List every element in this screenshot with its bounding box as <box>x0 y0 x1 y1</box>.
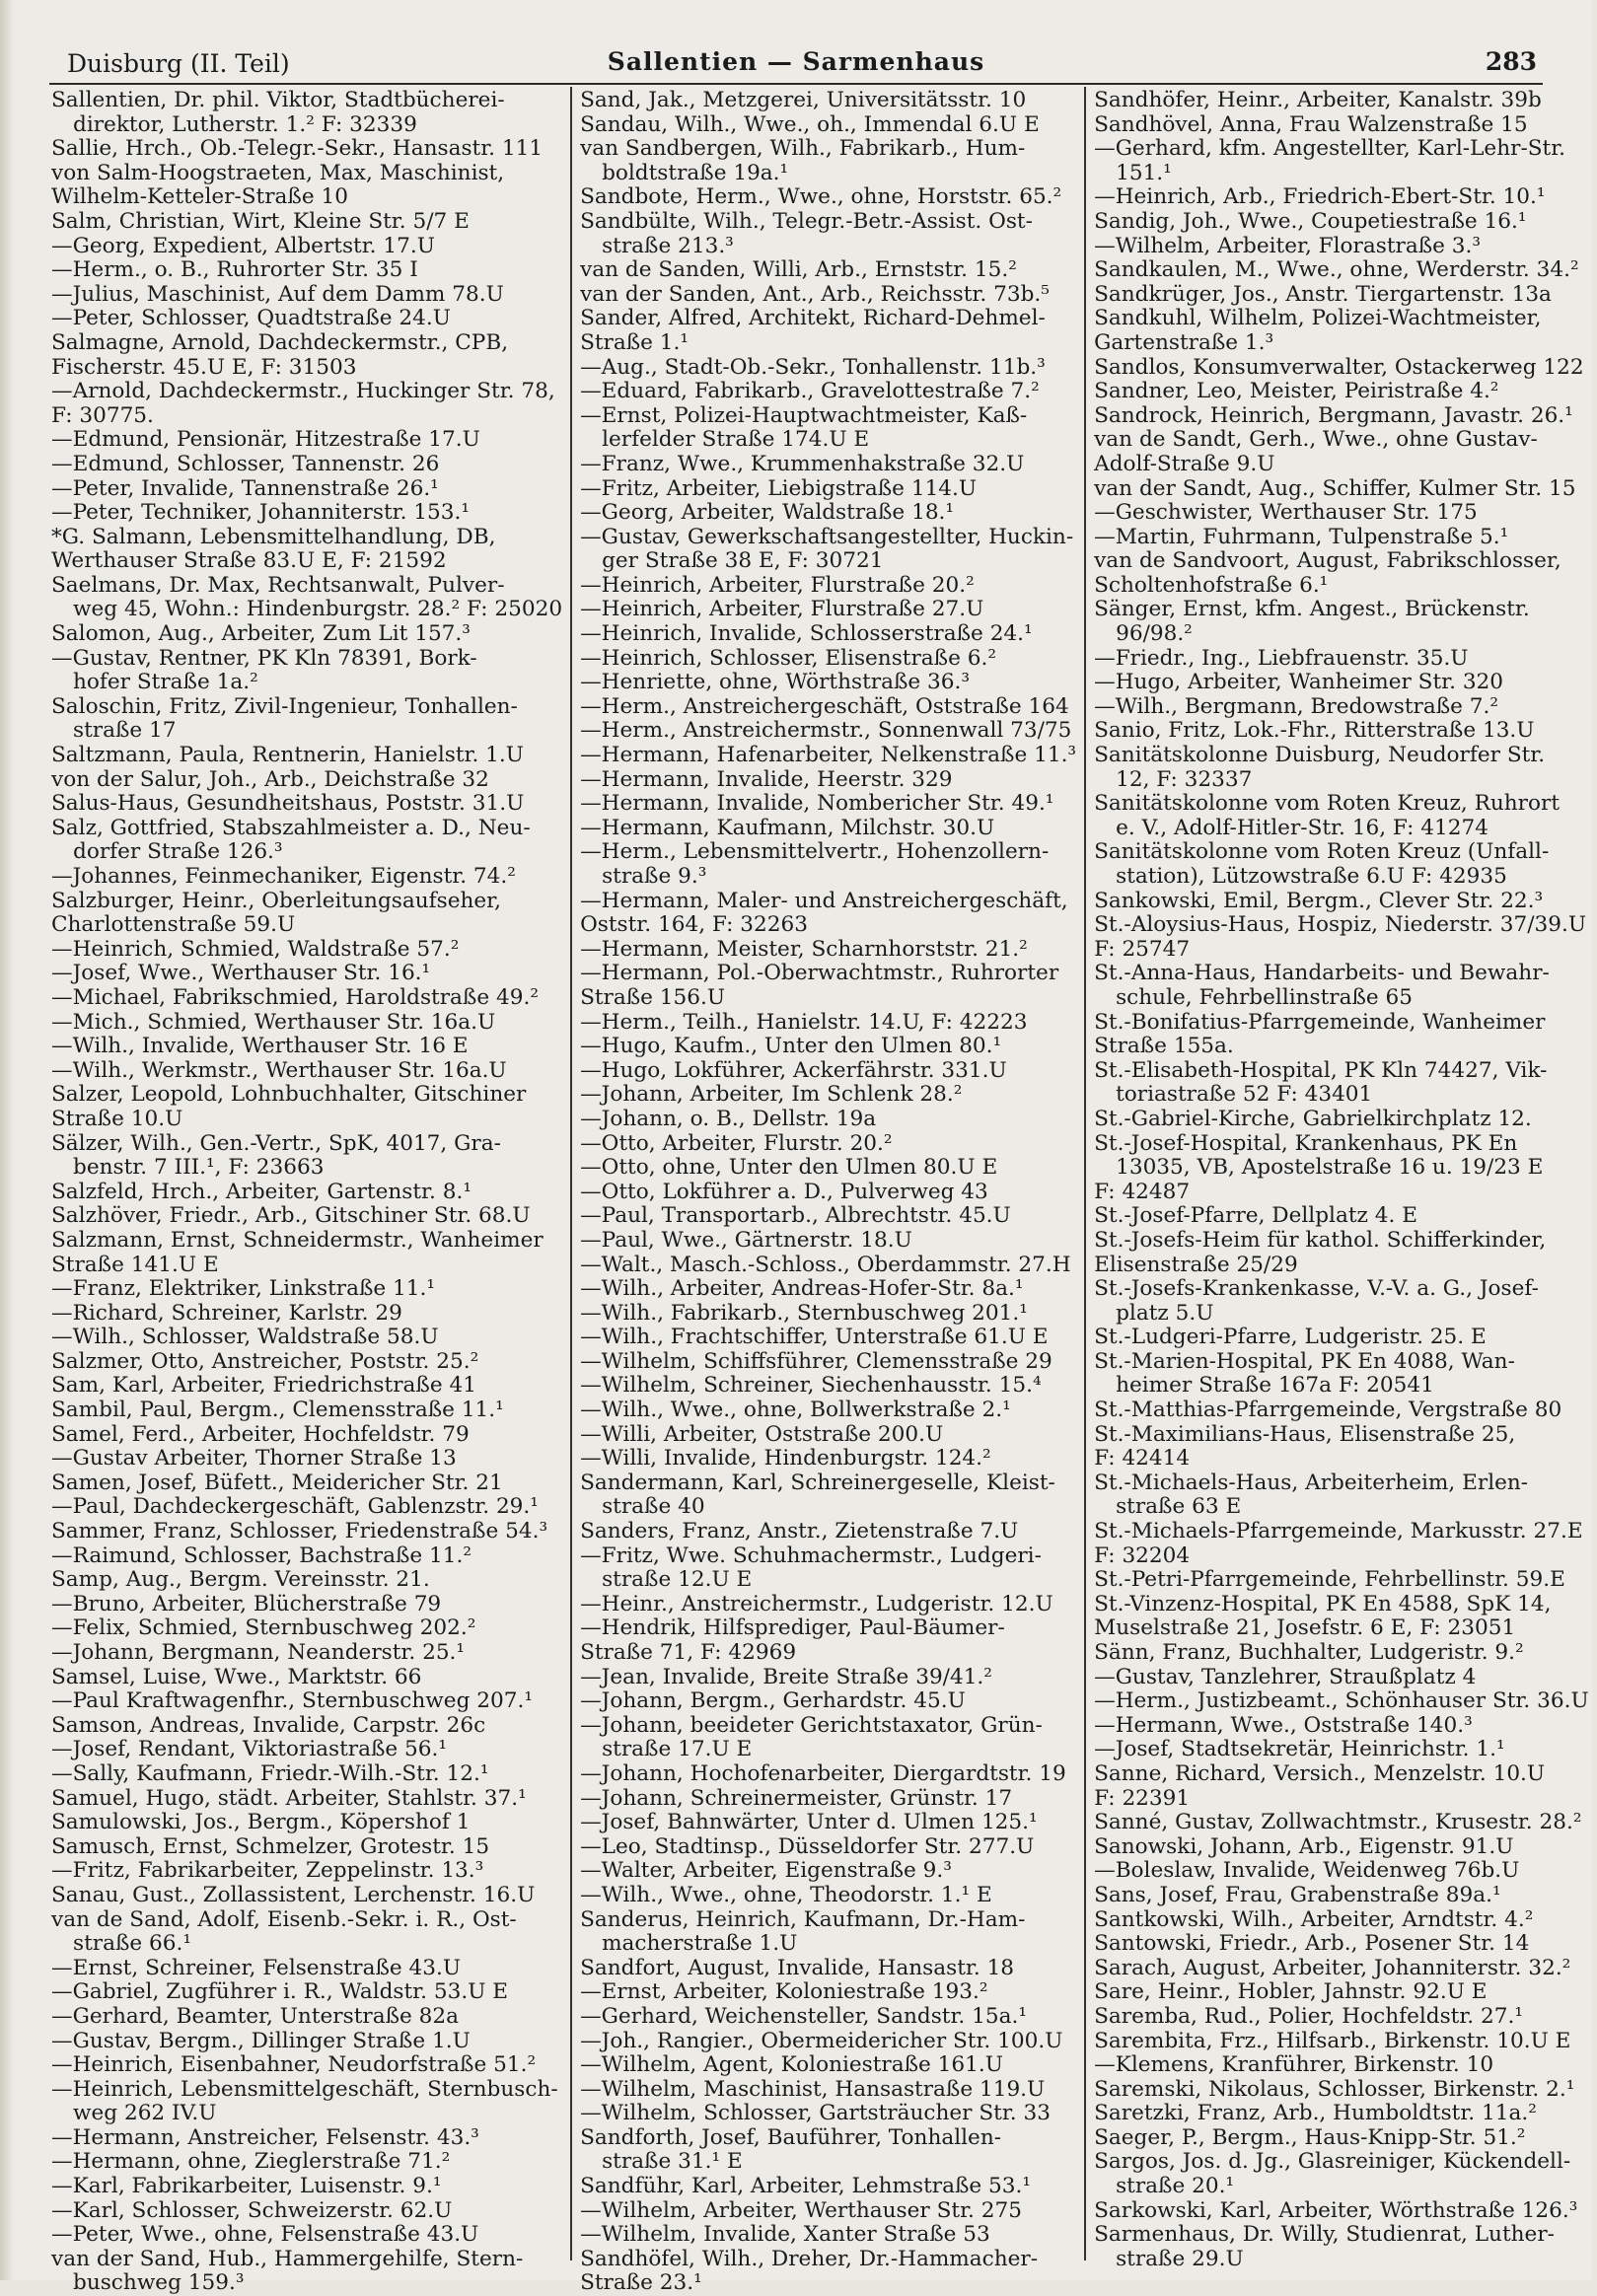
directory-entry: —Gustav, Gewerkschaftsangestellter, Huckin- <box>580 524 1074 549</box>
directory-entry: St.-Ludgeri-Pfarre, Ludgeristr. 25. E <box>1094 1325 1487 1350</box>
directory-entry: —Hermann, Invalide, Heerstr. 329 <box>580 766 953 792</box>
directory-entry: Salzmer, Otto, Anstreicher, Poststr. 25.² <box>51 1348 479 1374</box>
directory-entry: Sanitätskolonne Duisburg, Neudorfer Str. <box>1094 743 1546 768</box>
directory-entry: Sandau, Wilh., Wwe., oh., Immendal 6.U E <box>580 111 1040 137</box>
directory-entry: Saloschin, Fritz, Zivil-Ingenieur, Tonhallen- <box>51 693 518 719</box>
directory-entry: —Herm., o. B., Ruhrorter Str. 35 I <box>51 257 418 283</box>
directory-entry: Sambil, Paul, Bergm., Clemensstraße 11.¹ <box>51 1398 504 1423</box>
directory-entry: —Klemens, Kranführer, Birkenstr. 10 <box>1094 2052 1494 2078</box>
directory-entry: Gartenstraße 1.³ <box>1094 329 1274 355</box>
directory-entry: Samel, Ferd., Arbeiter, Hochfeldstr. 79 <box>51 1421 470 1447</box>
directory-entry: Scholtenhofstraße 6.¹ <box>1094 572 1329 598</box>
directory-entry: —Herm., Teilh., Hanielstr. 14.U, F: 42223 <box>580 1009 1028 1035</box>
directory-entry: —Josef, Bahnwärter, Unter d. Ulmen 125.¹ <box>580 1810 1038 1835</box>
directory-entry: Samusch, Ernst, Schmelzer, Grotestr. 15 <box>51 1833 490 1859</box>
directory-entry: —Gerhard, Beamter, Unterstraße 82a <box>51 2003 459 2029</box>
directory-entry: Straße 71, F: 42969 <box>580 1640 797 1665</box>
directory-entry: Sare, Heinr., Hobler, Jahnstr. 92.U E <box>1094 1979 1488 2005</box>
directory-entry: —Paul, Wwe., Gärtnerstr. 18.U <box>580 1227 912 1253</box>
directory-entry: —Herm., Lebensmittelvertr., Hohenzollern- <box>580 839 1050 865</box>
directory-entry: hofer Straße 1a.² <box>73 670 258 695</box>
directory-entry: —Martin, Fuhrmann, Tulpenstraße 5.¹ <box>1094 524 1509 549</box>
directory-entry: Sallie, Hrch., Ob.-Telegr.-Sekr., Hansastr. 111 <box>51 136 544 162</box>
directory-entry: St.-Elisabeth-Hospital, PK Kln 74427, Vik- <box>1094 1057 1548 1083</box>
directory-entry: platz 5.U <box>1116 1300 1214 1326</box>
directory-entry: —Johann, beeideter Gerichtstaxator, Grün- <box>580 1712 1043 1738</box>
directory-entry: F: 30775. <box>51 402 154 428</box>
directory-entry: Sanowski, Johann, Arb., Eigenstr. 91.U <box>1094 1833 1514 1859</box>
directory-entry: straße 63 E <box>1116 1494 1242 1520</box>
directory-entry: F: 22391 <box>1094 1785 1191 1811</box>
directory-entry: straße 12.U E <box>602 1567 753 1593</box>
directory-entry: Salzmann, Ernst, Schneidermstr., Wanheimer <box>51 1227 544 1253</box>
directory-entry: —Paul Kraftwagenfhr., Sternbuschweg 207.¹ <box>51 1688 533 1714</box>
directory-entry: *G. Salmann, Lebensmittelhandlung, DB, <box>51 524 496 549</box>
directory-entry: Charlottenstraße 59.U <box>51 912 296 938</box>
directory-entry: St.-Josef-Pfarre, Dellplatz 4. E <box>1094 1203 1417 1229</box>
directory-entry: —Hugo, Lokführer, Ackerfährstr. 331.U <box>580 1057 1007 1083</box>
directory-entry: —Willi, Invalide, Hindenburgstr. 124.² <box>580 1446 991 1471</box>
directory-entry: straße 213.³ <box>602 233 734 258</box>
directory-entry: Straße 23.¹ <box>580 2270 702 2296</box>
directory-entry: Sarkowski, Karl, Arbeiter, Wörthstraße 126.³ <box>1094 2197 1578 2223</box>
directory-entry: van der Sandt, Aug., Schiffer, Kulmer Str. 15 <box>1094 475 1576 501</box>
directory-entry: —Johann, Bergm., Gerhardstr. 45.U <box>580 1688 966 1714</box>
directory-entry: Sandermann, Karl, Schreinergeselle, Kleist- <box>580 1470 1055 1495</box>
directory-entry: van de Sanden, Willi, Arb., Ernststr. 15.² <box>580 257 1017 283</box>
directory-entry: —Walter, Arbeiter, Eigenstraße 9.³ <box>580 1858 952 1884</box>
directory-entry: Saremski, Nikolaus, Schlosser, Birkenstr. 2.¹ <box>1094 2076 1575 2102</box>
directory-entry: Fischerstr. 45.U E, F: 31503 <box>51 354 357 380</box>
directory-entry: —Herm., Anstreichermstr., Sonnenwall 73/75 <box>580 718 1072 744</box>
directory-entry: —Boleslaw, Invalide, Weidenweg 76b.U <box>1094 1858 1520 1884</box>
directory-entry: heimer Straße 167a F: 20541 <box>1116 1373 1434 1399</box>
column-3 <box>1086 87 1597 2271</box>
directory-entry: Sandforth, Josef, Bauführer, Tonhallen- <box>580 2124 1002 2150</box>
directory-entry: —Wilhelm, Arbeiter, Florastraße 3.³ <box>1094 233 1482 258</box>
directory-entry: Sammer, Franz, Schlosser, Friedenstraße 54.³ <box>51 1519 548 1544</box>
directory-entry: —Wilh., Bergmann, Bredowstraße 7.² <box>1094 693 1499 719</box>
directory-entry: schule, Fehrbellinstraße 65 <box>1116 984 1414 1010</box>
directory-entry: Sandfort, August, Invalide, Hansastr. 18 <box>580 1955 1015 1980</box>
directory-entry: —Heinr., Anstreichermstr., Ludgeristr. 12.U <box>580 1591 1053 1616</box>
directory-entry: Sandlos, Konsumverwalter, Ostackerweg 122 <box>1094 354 1584 380</box>
directory-entry: F: 32204 <box>1094 1543 1191 1568</box>
directory-entry: St.-Michaels-Pfarrgemeinde, Markusstr. 27.E <box>1094 1519 1583 1544</box>
directory-entry: straße 17 <box>73 718 177 744</box>
directory-entry: Samen, Josef, Büfett., Meidericher Str. 21 <box>51 1470 503 1495</box>
directory-entry: van de Sandt, Gerh., Wwe., ohne Gustav- <box>1094 427 1538 453</box>
directory-entry: —Edmund, Schlosser, Tannenstr. 26 <box>51 451 440 476</box>
directory-entry: —Herm., Justizbeamt., Schönhauser Str. 36.U <box>1094 1688 1589 1714</box>
directory-entry: buschweg 159.³ <box>73 2270 245 2296</box>
directory-entry: Salz, Gottfried, Stabszahlmeister a. D., Neu- <box>51 815 531 840</box>
directory-entry: —Walt., Masch.-Schloss., Oberdammstr. 27.H <box>580 1252 1071 1277</box>
directory-entry: —Karl, Schlosser, Schweizerstr. 62.U <box>51 2197 453 2223</box>
directory-entry: —Sally, Kaufmann, Friedr.-Wilh.-Str. 12.¹ <box>51 1760 489 1786</box>
directory-entry: —Hermann, Kaufmann, Milchstr. 30.U <box>580 815 995 840</box>
directory-entry: —Heinrich, Invalide, Schlosserstraße 24.¹ <box>580 621 1033 647</box>
directory-entry: —Friedr., Ing., Liebfrauenstr. 35.U <box>1094 645 1469 671</box>
directory-entry: —Franz, Wwe., Krummenhakstraße 32.U <box>580 451 1025 476</box>
directory-entry: —Paul, Dachdeckergeschäft, Gablenzstr. 29.¹ <box>51 1494 539 1520</box>
directory-entry: toriastraße 52 F: 43401 <box>1116 1082 1373 1108</box>
directory-entry: Sandhöfel, Wilh., Dreher, Dr.-Hammacher- <box>580 2246 1039 2271</box>
directory-entry: 96/98.² <box>1116 621 1193 647</box>
directory-entry: —Heinrich, Lebensmittelgeschäft, Sternbusch- <box>51 2076 558 2102</box>
directory-entry: Saretzki, Franz, Arb., Humboldtstr. 11a.² <box>1094 2101 1537 2126</box>
directory-entry: Saremba, Rud., Polier, Hochfeldstr. 27.¹ <box>1094 2003 1524 2029</box>
directory-entry: St.-Michaels-Haus, Arbeiterheim, Erlen- <box>1094 1470 1529 1495</box>
directory-entry: straße 66.¹ <box>73 1931 192 1957</box>
directory-entry: —Henriette, ohne, Wörthstraße 36.³ <box>580 670 971 695</box>
directory-entry: van de Sandvoort, August, Fabrikschlosser, <box>1094 548 1561 574</box>
header-city: Duisburg (II. Teil) <box>67 49 290 78</box>
directory-entry: St.-Bonifatius-Pfarrgemeinde, Wanheimer <box>1094 1009 1546 1035</box>
directory-entry: St.-Aloysius-Haus, Hospiz, Niederstr. 37/39.U <box>1094 912 1587 938</box>
directory-entry: lerfelder Straße 174.U E <box>602 427 870 453</box>
directory-entry: —Johannes, Feinmechaniker, Eigenstr. 74.² <box>51 864 516 889</box>
directory-entry: —Heinrich, Eisenbahner, Neudorfstraße 51.² <box>51 2052 537 2078</box>
directory-entry: Saelmans, Dr. Max, Rechtsanwalt, Pulver- <box>51 572 505 598</box>
directory-entry: Elisenstraße 25/29 <box>1094 1252 1298 1277</box>
directory-entry: Sanio, Fritz, Lok.-Fhr., Ritterstraße 13.U <box>1094 718 1535 744</box>
directory-entry: Sandbülte, Wilh., Telegr.-Betr.-Assist. Ost- <box>580 208 1033 234</box>
directory-entry: weg 262 IV.U <box>73 2101 217 2126</box>
directory-entry: St.-Maximilians-Haus, Elisenstraße 25, <box>1094 1421 1516 1447</box>
directory-entry: —Ernst, Schreiner, Felsenstraße 43.U <box>51 1955 462 1980</box>
directory-entry: —Franz, Elektriker, Linkstraße 11.¹ <box>51 1276 436 1302</box>
directory-entry: —Michael, Fabrikschmied, Haroldstraße 49.² <box>51 984 539 1010</box>
directory-entry: —Hermann, Maler- und Anstreichergeschäft, <box>580 888 1068 913</box>
directory-entry: —Gustav Arbeiter, Thorner Straße 13 <box>51 1446 457 1471</box>
directory-entry: straße 17.U E <box>602 1737 753 1762</box>
directory-entry: —Heinrich, Schlosser, Elisenstraße 6.² <box>580 645 996 671</box>
directory-entry: Sandhöfer, Heinr., Arbeiter, Kanalstr. 39b <box>1094 88 1542 112</box>
directory-entry: Sandig, Joh., Wwe., Coupetiestraße 16.¹ <box>1094 208 1527 234</box>
directory-entry: weg 45, Wohn.: Hindenburgstr. 28.² F: 25020 <box>73 597 563 622</box>
directory-entry: —Hermann, Hafenarbeiter, Nelkenstraße 11.³ <box>580 743 1077 768</box>
directory-entry: station), Lützowstraße 6.U F: 42935 <box>1116 864 1507 889</box>
directory-entry: Saeger, P., Bergm., Haus-Knipp-Str. 51.² <box>1094 2124 1526 2150</box>
directory-entry: Samp, Aug., Bergm. Vereinsstr. 21. <box>51 1567 430 1593</box>
directory-entry: Samulowski, Jos., Bergm., Köpershof 1 <box>51 1810 471 1835</box>
directory-entry: —Otto, ohne, Unter den Ulmen 80.U E <box>580 1155 998 1181</box>
directory-entry: Sandkaulen, M., Wwe., ohne, Werderstr. 34.² <box>1094 257 1579 283</box>
directory-entry: —Heinrich, Arbeiter, Flurstraße 27.U <box>580 597 984 622</box>
directory-entry: Sandführ, Karl, Arbeiter, Lehmstraße 53.¹ <box>580 2174 1032 2199</box>
directory-entry: —Wilhelm, Agent, Koloniestraße 161.U <box>580 2052 1003 2078</box>
directory-entry: Sanders, Franz, Anstr., Zietenstraße 7.U <box>580 1519 1019 1544</box>
directory-entry: —Peter, Techniker, Johanniterstr. 153.¹ <box>51 500 471 526</box>
directory-entry: —Otto, Arbeiter, Flurstr. 20.² <box>580 1130 893 1156</box>
directory-entry: —Hugo, Arbeiter, Wanheimer Str. 320 <box>1094 670 1504 695</box>
directory-entry: —Gustav, Bergm., Dillinger Straße 1.U <box>51 2028 471 2053</box>
directory-entry: Santowski, Friedr., Arb., Posener Str. 14 <box>1094 1931 1530 1957</box>
directory-entry: Straße 141.U E <box>51 1252 219 1277</box>
directory-entry: —Peter, Invalide, Tannenstraße 26.¹ <box>51 475 439 501</box>
directory-entry: —Wilh., Invalide, Werthauser Str. 16 E <box>51 1034 469 1059</box>
directory-entry: —Wilh., Wwe., ohne, Bollwerkstraße 2.¹ <box>580 1398 1011 1423</box>
directory-entry: —Ernst, Arbeiter, Koloniestraße 193.² <box>580 1979 988 2005</box>
directory-entry: Sänn, Franz, Buchhalter, Ludgeristr. 9.² <box>1094 1640 1524 1665</box>
directory-entry: e. V., Adolf-Hitler-Str. 16, F: 41274 <box>1116 815 1488 840</box>
directory-entry: Adolf-Straße 9.U <box>1094 451 1275 476</box>
directory-entry: —Richard, Schreiner, Karlstr. 29 <box>51 1300 402 1326</box>
directory-entry: St.-Petri-Pfarrgemeinde, Fehrbellinstr. 59.E <box>1094 1567 1565 1593</box>
page-edge <box>0 0 14 2280</box>
directory-entry: —Georg, Expedient, Albertstr. 17.U <box>51 233 435 258</box>
directory-entry: —Fritz, Fabrikarbeiter, Zeppelinstr. 13.³ <box>51 1858 484 1884</box>
directory-entry: —Wilh., Werkmstr., Werthauser Str. 16a.U <box>51 1057 507 1083</box>
directory-entry: —Gustav, Rentner, PK Kln 78391, Bork- <box>51 645 477 671</box>
directory-entry: dorfer Straße 126.³ <box>73 839 283 865</box>
directory-entry: —Josef, Stadtsekretär, Heinrichstr. 1.¹ <box>1094 1737 1505 1762</box>
directory-entry: St.-Matthias-Pfarrgemeinde, Vergstraße 80 <box>1094 1398 1562 1423</box>
directory-entry: F: 42414 <box>1094 1446 1191 1471</box>
directory-entry: Sarach, August, Arbeiter, Johanniterstr. 32.² <box>1094 1955 1571 1980</box>
entry-columns <box>49 87 1589 2296</box>
directory-entry: Sam, Karl, Arbeiter, Friedrichstraße 41 <box>51 1373 476 1399</box>
directory-entry: —Gabriel, Zugführer i. R., Waldstr. 53.U E <box>51 1979 509 2005</box>
directory-entry: Salus-Haus, Gesundheitshaus, Poststr. 31.U <box>51 791 525 817</box>
directory-entry: —Arnold, Dachdeckermstr., Huckinger Str. 78, <box>51 379 555 404</box>
directory-entry: van de Sand, Adolf, Eisenb.-Sekr. i. R., Ost- <box>51 1906 517 1932</box>
directory-entry: Sanné, Gustav, Zollwachtmstr., Krusestr. 28.² <box>1094 1810 1582 1835</box>
directory-entry: Sandkrüger, Jos., Anstr. Tiergartenstr. 13a <box>1094 281 1552 307</box>
directory-entry: —Wilhelm, Maschinist, Hansastraße 119.U <box>580 2076 1046 2102</box>
column-2 <box>572 87 1086 2296</box>
directory-entry: —Peter, Wwe., ohne, Felsenstraße 43.U <box>51 2222 479 2248</box>
directory-entry: —Fritz, Arbeiter, Liebigstraße 114.U <box>580 475 978 501</box>
directory-entry: —Johann, o. B., Dellstr. 19a <box>580 1106 877 1131</box>
directory-entry: St.-Gabriel-Kirche, Gabrielkirchplatz 12. <box>1094 1106 1532 1131</box>
directory-entry: St.-Josefs-Krankenkasse, V.-V. a. G., Josef- <box>1094 1276 1539 1302</box>
directory-entry: Salm, Christian, Wirt, Kleine Str. 5/7 E <box>51 208 470 234</box>
directory-entry: St.-Josef-Hospital, Krankenhaus, PK En <box>1094 1130 1518 1156</box>
directory-entry: —Hendrik, Hilfsprediger, Paul-Bäumer- <box>580 1615 1005 1641</box>
directory-entry: von der Salur, Joh., Arb., Deichstraße 32 <box>51 766 489 792</box>
directory-entry: Oststr. 164, F: 32263 <box>580 912 808 938</box>
directory-entry: Sandner, Leo, Meister, Peiristraße 4.² <box>1094 379 1499 404</box>
directory-entry: van der Sand, Hub., Hammergehilfe, Stern- <box>51 2246 524 2271</box>
directory-entry: —Johann, Bergmann, Neanderstr. 25.¹ <box>51 1640 466 1665</box>
directory-entry: van der Sanden, Ant., Arb., Reichsstr. 73b.⁵ <box>580 281 1050 307</box>
directory-entry: Salmagne, Arnold, Dachdeckermstr., CPB, <box>51 329 509 355</box>
directory-entry: Sargos, Jos. d. Jg., Glasreiniger, Kückendell- <box>1094 2149 1571 2175</box>
directory-entry: —Hermann, ohne, Zieglerstraße 71.² <box>51 2149 451 2175</box>
directory-entry: Salzhöver, Friedr., Arb., Gitschiner Str. 68.U <box>51 1203 531 1229</box>
directory-entry: —Gustav, Tanzlehrer, Straußplatz 4 <box>1094 1664 1477 1689</box>
directory-entry: —Leo, Stadtinsp., Düsseldorfer Str. 277.U <box>580 1833 1035 1859</box>
directory-entry: straße 20.¹ <box>1116 2174 1235 2199</box>
directory-entry: Samson, Andreas, Invalide, Carpstr. 26c <box>51 1712 486 1738</box>
directory-entry: —Peter, Schlosser, Quadtstraße 24.U <box>51 306 451 331</box>
directory-entry: Sankowski, Emil, Bergm., Clever Str. 22.³ <box>1094 888 1544 913</box>
directory-entry: —Joh., Rangier., Obermeidericher Str. 100.U <box>580 2028 1063 2053</box>
directory-entry: Sanderus, Heinrich, Kaufmann, Dr.-Ham- <box>580 1906 1026 1932</box>
directory-entry: Sälzer, Wilh., Gen.-Vertr., SpK, 4017, Gra- <box>51 1130 501 1156</box>
directory-entry: Sandkuhl, Wilhelm, Polizei-Wachtmeister, <box>1094 306 1542 331</box>
directory-entry: —Heinrich, Arbeiter, Flurstraße 20.² <box>580 572 975 598</box>
directory-entry: —Hermann, Wwe., Oststraße 140.³ <box>1094 1712 1473 1738</box>
directory-entry: —Hermann, Anstreicher, Felsenstr. 43.³ <box>51 2124 479 2150</box>
directory-entry: Sans, Josef, Frau, Grabenstraße 89a.¹ <box>1094 1882 1501 1907</box>
directory-entry: —Willi, Arbeiter, Oststraße 200.U <box>580 1421 944 1447</box>
directory-entry: —Wilhelm, Schiffsführer, Clemensstraße 29 <box>580 1348 1053 1374</box>
directory-entry: —Paul, Transportarb., Albrechtstr. 45.U <box>580 1203 1011 1229</box>
directory-entry: —Felix, Schmied, Sternbuschweg 202.² <box>51 1615 476 1641</box>
directory-entry: Werthauser Straße 83.U E, F: 21592 <box>51 548 447 574</box>
directory-entry: Sänger, Ernst, kfm. Angest., Brückenstr. <box>1094 597 1530 622</box>
directory-entry: —Gerhard, Weichensteller, Sandstr. 15a.¹ <box>580 2003 1027 2029</box>
directory-entry: —Otto, Lokführer a. D., Pulverweg 43 <box>580 1179 988 1204</box>
directory-entry: F: 25747 <box>1094 936 1191 962</box>
directory-entry: Sanitätskolonne vom Roten Kreuz (Unfall- <box>1094 839 1550 865</box>
directory-entry: Saltzmann, Paula, Rentnerin, Hanielstr. 1.U <box>51 743 524 768</box>
directory-entry: —Gerhard, kfm. Angestellter, Karl-Lehr-Str. <box>1094 136 1566 162</box>
directory-entry: Sanitätskolonne vom Roten Kreuz, Ruhrort <box>1094 791 1561 817</box>
directory-entry: straße 40 <box>602 1494 705 1520</box>
directory-entry: F: 42487 <box>1094 1179 1191 1204</box>
directory-entry: —Johann, Hochofenarbeiter, Diergardtstr. 19 <box>580 1760 1066 1786</box>
directory-entry: —Bruno, Arbeiter, Blücherstraße 79 <box>51 1591 442 1616</box>
directory-entry: —Karl, Fabrikarbeiter, Luisenstr. 9.¹ <box>51 2174 442 2199</box>
directory-entry: St.-Vinzenz-Hospital, PK En 4588, SpK 14, <box>1094 1591 1552 1616</box>
directory-entry: —Wilhelm, Schlosser, Gartsträucher Str. 33 <box>580 2101 1051 2126</box>
directory-entry: —Hugo, Kaufm., Unter den Ulmen 80.¹ <box>580 1034 1002 1059</box>
directory-entry: —Wilh., Arbeiter, Andreas-Hofer-Str. 8a.¹ <box>580 1276 1024 1302</box>
directory-entry: Sand, Jak., Metzgerei, Universitätsstr. 10 <box>580 88 1027 112</box>
directory-entry: —Hermann, Invalide, Nombericher Str. 49.¹ <box>580 791 1054 817</box>
directory-entry: Samsel, Luise, Wwe., Marktstr. 66 <box>51 1664 422 1689</box>
directory-entry: straße 31.¹ E <box>602 2149 743 2175</box>
directory-entry: —Johann, Schreinermeister, Grünstr. 17 <box>580 1785 1013 1811</box>
directory-entry: benstr. 7 III.¹, F: 23663 <box>73 1155 325 1181</box>
directory-entry: —Fritz, Wwe. Schuhmachermstr., Ludgeri- <box>580 1543 1042 1568</box>
directory-entry: —Wilhelm, Arbeiter, Werthauser Str. 275 <box>580 2197 1022 2223</box>
directory-entry: —Geschwister, Werthauser Str. 175 <box>1094 500 1478 526</box>
directory-entry: ger Straße 38 E, F: 30721 <box>602 548 884 574</box>
directory-entry: —Julius, Maschinist, Auf dem Damm 78.U <box>51 281 504 307</box>
directory-entry: —Hermann, Meister, Scharnhorststr. 21.² <box>580 936 1028 962</box>
directory-entry: —Heinrich, Arb., Friedrich-Ebert-Str. 10.¹ <box>1094 184 1546 210</box>
directory-entry: Sallentien, Dr. phil. Viktor, Stadtbücherei- <box>51 88 505 112</box>
directory-entry: Sarembita, Frz., Hilfsarb., Birkenstr. 10.U E <box>1094 2028 1571 2053</box>
header-range: Sallentien — Sarmenhaus <box>607 47 985 76</box>
directory-entry: Salzfeld, Hrch., Arbeiter, Gartenstr. 8.¹ <box>51 1179 472 1204</box>
directory-entry: Sanne, Richard, Versich., Menzelstr. 10.U <box>1094 1760 1546 1786</box>
directory-entry: —Wilh., Schlosser, Waldstraße 58.U <box>51 1325 439 1350</box>
directory-entry: —Wilh., Fabrikarb., Sternbuschweg 201.¹ <box>580 1300 1028 1326</box>
directory-entry: Sandrock, Heinrich, Bergmann, Javastr. 26.¹ <box>1094 402 1573 428</box>
directory-entry: von Salm-Hoogstraeten, Max, Maschinist, <box>51 160 505 185</box>
directory-entry: St.-Anna-Haus, Handarbeits- und Bewahr- <box>1094 961 1550 986</box>
directory-entry: macherstraße 1.U <box>602 1931 798 1957</box>
directory-entry: Straße 1.¹ <box>580 329 690 355</box>
directory-entry: Straße 156.U <box>580 984 726 1010</box>
directory-entry: —Aug., Stadt-Ob.-Sekr., Tonhallenstr. 11b.³ <box>580 354 1046 380</box>
directory-entry: straße 9.³ <box>602 864 707 889</box>
directory-entry: —Jean, Invalide, Breite Straße 39/41.² <box>580 1664 992 1689</box>
page-header <box>49 43 1543 85</box>
directory-entry: —Eduard, Fabrikarb., Gravelottestraße 7.² <box>580 379 1040 404</box>
directory-entry: 13035, VB, Apostelstraße 16 u. 19/23 E <box>1116 1155 1544 1181</box>
directory-entry: Sander, Alfred, Architekt, Richard-Dehmel- <box>580 306 1046 331</box>
directory-entry: —Wilh., Wwe., ohne, Theodorstr. 1.¹ E <box>580 1882 992 1907</box>
directory-entry: Straße 155a. <box>1094 1034 1234 1059</box>
directory-entry: —Georg, Arbeiter, Waldstraße 18.¹ <box>580 500 955 526</box>
directory-entry: van Sandbergen, Wilh., Fabrikarb., Hum- <box>580 136 1026 162</box>
directory-entry: —Wilhelm, Invalide, Xanter Straße 53 <box>580 2222 990 2248</box>
column-1 <box>49 87 572 2296</box>
directory-entry: —Mich., Schmied, Werthauser Str. 16a.U <box>51 1009 496 1035</box>
directory-entry: —Johann, Arbeiter, Im Schlenk 28.² <box>580 1082 963 1108</box>
directory-entry: Sarmenhaus, Dr. Willy, Studienrat, Luther- <box>1094 2222 1555 2248</box>
directory-entry: straße 29.U <box>1116 2246 1244 2271</box>
directory-entry: Muselstraße 21, Josefstr. 6 E, F: 23051 <box>1094 1615 1516 1641</box>
directory-entry: boldtstraße 19a.¹ <box>602 160 789 185</box>
directory-entry: Samuel, Hugo, städt. Arbeiter, Stahlstr. 37.¹ <box>51 1785 527 1811</box>
directory-entry: —Edmund, Pensionär, Hitzestraße 17.U <box>51 427 480 453</box>
directory-entry: St.-Marien-Hospital, PK En 4088, Wan- <box>1094 1348 1515 1374</box>
directory-entry: —Wilhelm, Schreiner, Siechenhausstr. 15.⁴ <box>580 1373 1042 1399</box>
directory-entry: —Heinrich, Schmied, Waldstraße 57.² <box>51 936 460 962</box>
directory-entry: Sandbote, Herm., Wwe., ohne, Horststr. 65.² <box>580 184 1062 210</box>
directory-entry: Salzburger, Heinr., Oberleitungsaufseher, <box>51 888 501 913</box>
directory-entry: —Herm., Anstreichergeschäft, Oststraße 164 <box>580 693 1069 719</box>
directory-entry: Sanau, Gust., Zollassistent, Lerchenstr. 16.U <box>51 1882 536 1907</box>
directory-entry: —Raimund, Schlosser, Bachstraße 11.² <box>51 1543 472 1568</box>
directory-entry: Straße 10.U <box>51 1106 183 1131</box>
directory-entry: 151.¹ <box>1116 160 1172 185</box>
directory-entry: —Hermann, Pol.-Oberwachtmstr., Ruhrorter <box>580 961 1059 986</box>
directory-entry: —Wilh., Frachtschiffer, Unterstraße 61.U E <box>580 1325 1049 1350</box>
directory-entry: Salomon, Aug., Arbeiter, Zum Lit 157.³ <box>51 621 471 647</box>
directory-entry: —Josef, Wwe., Werthauser Str. 16.¹ <box>51 961 431 986</box>
directory-entry: direktor, Lutherstr. 1.² F: 32339 <box>73 111 417 137</box>
directory-entry: —Ernst, Polizei-Hauptwachtmeister, Kaß- <box>580 402 1028 428</box>
directory-entry: 12, F: 32337 <box>1116 766 1253 792</box>
page-number: 283 <box>1485 47 1537 76</box>
directory-entry: —Josef, Rendant, Viktoriastraße 56.¹ <box>51 1737 448 1762</box>
directory-entry: Salzer, Leopold, Lohnbuchhalter, Gitschiner <box>51 1082 527 1108</box>
directory-entry: Santkowski, Wilh., Arbeiter, Arndtstr. 4.² <box>1094 1906 1534 1932</box>
directory-entry: St.-Josefs-Heim für kathol. Schifferkinder, <box>1094 1227 1547 1253</box>
directory-entry: Wilhelm-Ketteler-Straße 10 <box>51 184 348 210</box>
directory-entry: Sandhövel, Anna, Frau Walzenstraße 15 <box>1094 111 1528 137</box>
